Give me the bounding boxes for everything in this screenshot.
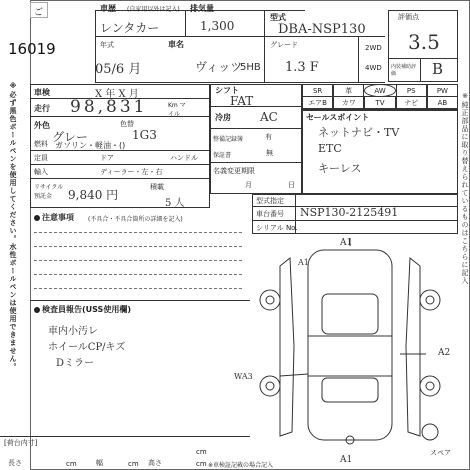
color-no-label: 色替 [120, 120, 134, 128]
category-value: レンタカー [100, 21, 160, 35]
size-unit-3: cm [196, 448, 207, 456]
mileage-value: 98,831 [70, 97, 148, 117]
inspection-label: 車検 [34, 88, 50, 97]
selling-point-2: ETC [318, 142, 342, 155]
option-cell-ps[interactable]: PS [396, 84, 427, 97]
serial-label: シリアル No. [256, 224, 298, 232]
shift-value: FAT [230, 94, 254, 108]
option-cell-カワ[interactable]: カワ [333, 96, 364, 109]
notes-title [34, 212, 74, 223]
owner-day: 日 [288, 181, 295, 189]
category-label: 車歴 [100, 4, 116, 13]
fuel-label: 燃料 [34, 140, 48, 148]
mileage-unit: Km マイル [168, 102, 186, 118]
door-label: ドア [100, 154, 114, 162]
inspection-value: X 年 X 月 [95, 89, 139, 100]
dealer-value[interactable]: ディーラー・左・右 [100, 168, 163, 176]
name-value: ヴィッツ [195, 60, 243, 74]
selling-point-3: キーレス [318, 162, 362, 175]
exterior-label: 外色 [34, 121, 50, 130]
ac-label: 冷房 [215, 113, 231, 122]
loadcap-label: 積載 [150, 183, 164, 191]
year-label: 年式 [100, 41, 114, 49]
size-long: 長さ [8, 459, 22, 467]
body-value: 5HB [240, 62, 261, 73]
chassis-label: 車台番号 [256, 210, 284, 218]
score-value: 3.5 [408, 30, 440, 54]
interior-label: 内装補助評価 [391, 64, 417, 77]
record-value[interactable]: 有 [265, 133, 272, 141]
selling-label: セールスポイント [306, 113, 370, 122]
name-label: 車名 [168, 40, 184, 49]
inspector-note-2: ホイールCP/キズ [48, 342, 126, 353]
record-label: 整備記録簿 [213, 136, 244, 143]
selling-point-1: ネットナビ・TV [318, 126, 400, 139]
registration-date: 05/6 月 [95, 62, 142, 77]
inspector-note-3: Dミラー [56, 358, 95, 369]
inspector-title-text: 検査員報告(USS使用欄) [42, 305, 131, 314]
lot-number: 16019 [8, 40, 56, 58]
exterior-value: グレー [52, 130, 89, 144]
size-label: [荷台内寸] [4, 439, 38, 447]
seating-value: 5 人 [165, 198, 185, 209]
warranty-value[interactable]: 無 [266, 149, 273, 157]
fuel-value[interactable]: ガソリン・軽油・() [55, 141, 126, 150]
damage-tag-3: A2 [438, 348, 451, 358]
option-cell-革[interactable]: 革 [333, 84, 364, 97]
ac-value: AC [260, 110, 278, 124]
option-cell-sr[interactable]: SR [302, 84, 333, 97]
seats-label: 定員 [34, 154, 48, 162]
damage-tag-2: A1 [298, 258, 309, 267]
warranty-label: 保証書 [213, 152, 232, 159]
damage-tag-5: A1 [340, 455, 353, 465]
recycle-value: 9,840 円 [68, 188, 119, 202]
option-cell-ナビ[interactable]: ナビ [396, 96, 427, 109]
displacement-value: 1,300 [200, 19, 235, 33]
side-note: ※必ず黒色ボールペンを使用してください。水性ボールペンは使用できません。 [9, 82, 17, 371]
selling-block [302, 110, 458, 194]
size-height: 高さ [148, 459, 162, 467]
dealer-label: 輸入 [34, 168, 48, 176]
size-unit-4: cm [196, 460, 207, 468]
shift-label: シフト [215, 86, 239, 95]
option-cell-tv[interactable]: TV [364, 96, 395, 109]
spare-label: スペア [430, 449, 451, 457]
size-width: 幅 [96, 459, 103, 467]
size-note: ※車検証記載の場合記入 [208, 462, 274, 469]
option-cell-aw[interactable]: AW [364, 84, 395, 97]
owner-label: 名義変更期限 [213, 167, 255, 175]
size-unit-1: cm [66, 460, 77, 468]
bullet-icon-2 [34, 307, 40, 313]
interior-value: B [432, 60, 444, 78]
owner-month: 月 [245, 181, 252, 189]
option-cell-エアb[interactable]: エアB [302, 96, 333, 109]
option-cell-ab[interactable]: AB [427, 96, 458, 109]
drive-4wd[interactable]: 4WD [365, 64, 382, 72]
model-value: DBA-NSP130 [278, 22, 366, 37]
score-label: 評価点 [398, 13, 419, 21]
right-note: ※純正部品に取り替えられているものはこちらに記入 [461, 92, 469, 285]
inspector-note-1: 車内小汚レ [48, 326, 98, 337]
displacement-label: 排気量 [190, 4, 214, 13]
option-cell-pw[interactable]: PW [427, 84, 458, 97]
category-note: (自家用以外は記入) [127, 6, 180, 13]
car-diagram [250, 236, 450, 452]
chassis-value: NSP130-2125491 [300, 206, 399, 219]
color-no-value: 1G3 [132, 128, 157, 142]
inspector-title [34, 304, 131, 315]
damage-tag-4: WA3 [234, 372, 253, 381]
notes-title-text: 注意事項 [42, 213, 74, 222]
bullet-icon [34, 215, 40, 221]
type-label: 型式指定 [256, 197, 284, 205]
damage-tag-1: A1 [340, 238, 353, 248]
size-unit-2: cm [128, 460, 139, 468]
model-label: 型式 [270, 13, 286, 22]
notes-sub: (不具合・不具合箇所の詳細を記入) [88, 216, 183, 223]
grade-value: 1.3 F [285, 60, 319, 75]
drive-2wd[interactable]: 2WD [365, 44, 382, 52]
grade-label: グレード [270, 41, 298, 49]
mileage-label: 走行 [34, 104, 50, 113]
cut-tag: ご [30, 2, 48, 18]
handle-label: ハンドル [170, 154, 198, 162]
recycle-label: リサイクル預託金 [34, 184, 64, 200]
